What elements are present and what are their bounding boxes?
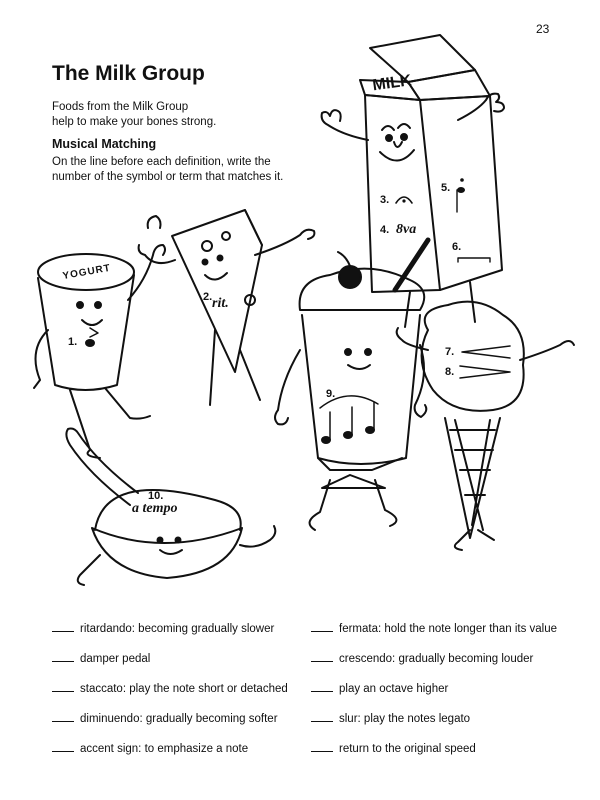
answer-blank[interactable] [311, 652, 333, 662]
label-10: 10. [148, 490, 164, 502]
answer-blank[interactable] [311, 712, 333, 722]
section-subtitle: Musical Matching [52, 137, 157, 151]
carton-label: MILK [371, 72, 413, 95]
intro-line-2: help to make your bones strong. [52, 116, 217, 128]
intro-line-1: Foods from the Milk Group [52, 101, 189, 113]
term-a-tempo: a tempo [132, 501, 178, 516]
answer-blank[interactable] [52, 712, 74, 722]
definition-text: staccato: play the note short or detached [80, 683, 288, 695]
instructions-line-1: On the line before each definition, write the [52, 156, 271, 168]
page-number: 23 [536, 22, 550, 36]
definition-item [52, 652, 150, 665]
definition-text: play an octave higher [339, 683, 449, 695]
accent-note-symbol [85, 328, 98, 347]
yogurt-label: YOGURT [61, 262, 112, 283]
label-1: 1. [68, 336, 78, 348]
label-4: 4. [380, 224, 390, 236]
diminuendo-symbol [460, 366, 510, 378]
label-5: 5. [441, 182, 451, 194]
label-7: 7. [445, 346, 455, 358]
label-8: 8. [445, 366, 455, 378]
answer-blank[interactable] [52, 652, 74, 662]
definition-item [311, 652, 533, 665]
crescendo-symbol [462, 346, 510, 358]
yogurt-character [34, 245, 165, 458]
definition-item [52, 682, 288, 695]
page-title: The Milk Group [52, 62, 205, 85]
definition-item [311, 742, 476, 755]
definition-text: accent sign: to emphasize a note [80, 743, 249, 755]
answer-blank[interactable] [52, 682, 74, 692]
definition-item [311, 712, 470, 725]
answer-blank[interactable] [311, 742, 333, 752]
answer-blank[interactable] [52, 622, 74, 632]
answer-blank[interactable] [311, 682, 333, 692]
fermata-symbol [396, 197, 412, 203]
definition-text: fermata: hold the note longer than its value [339, 623, 558, 635]
definition-text: return to the original speed [339, 743, 476, 755]
definition-item [311, 682, 448, 695]
slur-notes-symbol [320, 396, 378, 444]
definition-text: damper pedal [80, 653, 151, 665]
definition-text: crescendo: gradually becoming louder [339, 653, 534, 665]
ice-cream-character [397, 302, 574, 550]
label-2: 2. [203, 291, 213, 303]
milkshake-character [275, 240, 428, 530]
definition-text: diminuendo: gradually becoming softer [80, 713, 278, 725]
definition-item [52, 742, 248, 755]
definition-text: slur: play the notes legato [339, 713, 471, 725]
term-rit: rit. [212, 296, 229, 311]
label-6: 6. [452, 241, 462, 253]
term-8va: 8va [396, 222, 417, 237]
definition-item [52, 712, 278, 725]
label-9: 9. [326, 388, 336, 400]
answer-blank[interactable] [52, 742, 74, 752]
definition-text: ritardando: becoming gradually slower [80, 623, 275, 635]
answer-blank[interactable] [311, 622, 333, 632]
definition-item [52, 622, 274, 635]
definition-item [311, 622, 557, 635]
staccato-note-symbol [457, 178, 465, 212]
instructions-line-2: number of the symbol or term that matches it. [52, 171, 284, 183]
damper-pedal-symbol [458, 258, 490, 262]
label-3: 3. [380, 194, 390, 206]
